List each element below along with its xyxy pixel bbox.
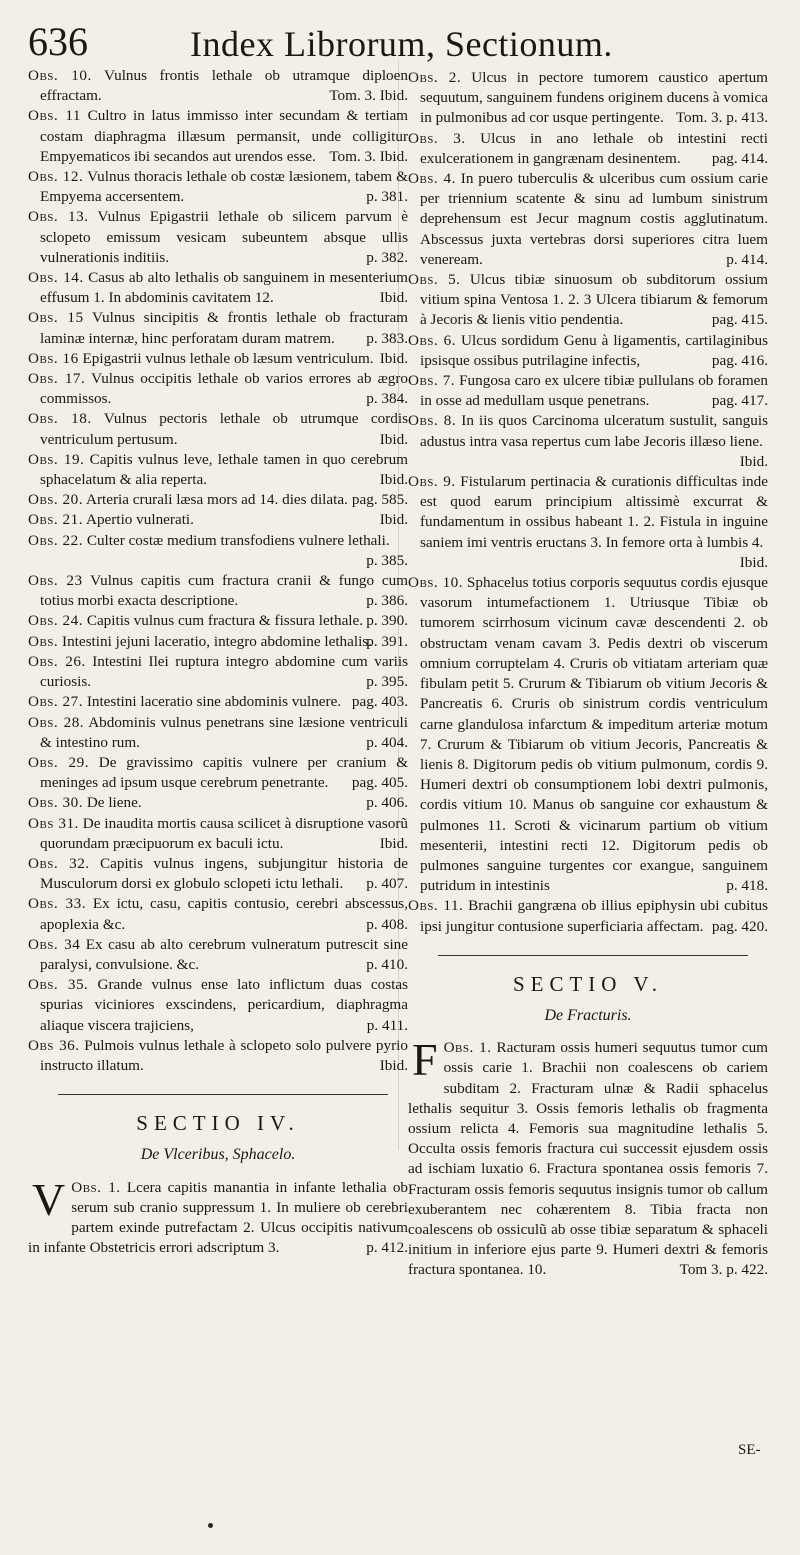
entry-text: Vulnus Epigastrii lethale ob silicem parvum è sclopeto emissum vesicam subeuntem absque ullis vulnerationis inditiis. <box>40 208 408 266</box>
entry-ref: pag. 403. <box>351 693 408 711</box>
entry-text: Vulnus sincipitis & frontis lethale ob fracturam laminæ internæ, hinc perforatam duram matrem. <box>40 309 408 347</box>
entry-ref: p. 381. <box>366 188 408 206</box>
index-entry <box>28 167 408 207</box>
obs-label: Obs. 26. <box>28 652 86 670</box>
entry-text: Fistularum pertinacia & curationis difficultas inde est quod earum principium altissimè excurrat & fundamentum in ossibus habeant 1. 2. Fistula in inguine saniem imi ventris eructans 3. In femore orta à lumbis 4. <box>420 473 768 551</box>
entry-text: Ulcus tibiæ sinuosum ob subditorum ossium vitium spina Ventosa 1. 2. 3 Ulcera tibiarum & femorum à Jecoris & lienis vitio pendentia. <box>420 271 768 329</box>
entry-ref: Ibid. <box>379 1056 408 1074</box>
page-number: 636 <box>28 19 88 64</box>
ink-mark <box>208 1523 213 1528</box>
entry-text: Fungosa caro ex ulcere tibiæ pullulans ob foramen in osse ad medullam usque penetrans. <box>420 372 768 410</box>
section-divider-v <box>438 955 748 956</box>
obs-label: Obs. 18. <box>28 410 92 428</box>
entry-text: Ex casu ab alto cerebrum vulneratum putrescit sine paralysi, convulsione. &c. <box>40 935 409 973</box>
entry-text: Pulmois vulnus lethale à sclopeto solo pulvere pyrio instructo illatum. <box>40 1036 408 1074</box>
obs-label: Obs. 22. <box>28 531 84 549</box>
dropcap: V <box>32 1173 66 1225</box>
index-entry <box>28 207 408 268</box>
section-iv-first-entry <box>28 1173 409 1259</box>
entry-text: Capitis vulnus leve, lethale tamen in quo cerebrum sphacelatum & alia reperta. <box>40 450 408 489</box>
obs-label: Obs. 9. <box>408 473 456 491</box>
index-entry <box>28 753 408 793</box>
entry-text: Ulcus in ano lethale ob intestini recti exulcerationem in gangrænam desinentem. <box>420 129 768 167</box>
entry-ref: Ibid. <box>739 452 768 470</box>
obs-label: Obs. 5. <box>408 271 461 289</box>
entry-ref: Tom. 3. Ibid. <box>329 87 408 105</box>
entry-ref: p. 391. <box>366 632 408 650</box>
obs-label: Obs. 23 <box>28 572 83 590</box>
obs-label: Obs. 24. <box>28 612 84 630</box>
index-entry <box>28 894 408 934</box>
index-entry <box>408 169 768 270</box>
entry-text: De gravissimo capitis vulnere per cranium & meninges ad ipsum usque cerebrum penetrante. <box>40 753 409 792</box>
entry-ref: pag. 405. <box>351 774 408 792</box>
entry-ref: Ibid. <box>379 289 408 307</box>
obs-label: Obs. 1. <box>443 1039 492 1057</box>
section-divider-iv <box>58 1094 388 1095</box>
entry-text: In puero tuberculis & ulceribus cum ossium carie per triennium scatente & sinu ad lumbum sinistrum deprehensum est Jecur magnum costis agglutinatum. Abscessus juxta vertebras dorsi superiores citra luem veneream. <box>420 170 768 268</box>
entry-ref: Ibid. <box>379 471 408 489</box>
dropcap: F <box>412 1034 438 1086</box>
catchword: SE- <box>738 1442 761 1458</box>
obs-label: Obs. 7. <box>408 372 456 390</box>
index-entry <box>28 632 408 652</box>
entry-ref: Ibid. <box>379 349 408 367</box>
entry-text: Arteria crurali læsa mors ad 14. dies dilata. <box>85 491 348 509</box>
entry-ref: p. 386. <box>366 592 408 610</box>
index-entry <box>408 331 768 371</box>
obs-label: Obs. 11. <box>408 897 464 915</box>
entry-ref: p. 385. <box>366 551 408 569</box>
entry-ref: pag. 415. <box>711 311 768 329</box>
obs-label: Obs. 1. <box>71 1178 121 1196</box>
entry-ref: p. 410. <box>366 955 408 973</box>
index-entry <box>28 490 408 510</box>
entry-ref: p. 395. <box>366 673 408 691</box>
entry-text: De inaudita mortis causa scilicet à disruptione vasorũ quorundam præcipuorum ex baculi ictu. <box>40 814 408 852</box>
index-entry <box>28 369 408 409</box>
right-entries <box>408 68 768 937</box>
index-entry <box>28 975 408 1036</box>
obs-label: Obs. 12. <box>28 168 84 186</box>
obs-label: Obs. 28. <box>28 713 85 731</box>
index-entry <box>408 371 768 411</box>
entry-text: Sphacelus totius corporis sequutus cordis ejusque vasorum intumefactionem 1. Utriusque Tibiæ ob tumorem scirrhosum vicinum cavæ descendenti 2. ob obstructam venam cavam 3. Pedis dextri ob viscerum omnium corruptelam 4. Cruris ob vitiatam arteriam quæ fibulam petit 5. Crurum & Tibiarum ob vitium Jecoris & Pancreatis 6. Cruris ob sinistrum cordis ventriculum carne glandulosa infarctum & impeditum arteriæ motum 7. Crurum & Tibiarum ob vitium Jecoris, Pancreatis & lienis 8. Digitorum pedis ob vitium pulmonum, cordis 9. Humeri dextri ob consumptionem lobi dextri pulmonis, cordis vitium 10. Manus ob sanguine cor exhaustum & pulmones 11. Scroti & vicinarum partium ob vitium mesenterii, intestini recti 12. Digitorum pedis ob pulmones sanguine turgentes cor exangue, sanguinem putridum in intestinis <box>420 574 768 895</box>
section-v-first-entry <box>408 1034 768 1280</box>
index-entry <box>28 854 408 894</box>
index-entry <box>28 1036 408 1076</box>
entry-text: Lcera capitis manantia in infante lethalia ob serum sub cranio suppressum 1. In muliere ob cerebri partem exinde putrefactam 2. Ulcus occipitis nativum in infante Obstetricis errori adscriptum 3. <box>28 1178 409 1257</box>
entry-ref: pag. 585. <box>351 491 408 509</box>
index-entry <box>28 652 408 692</box>
entry-text: Intestini laceratio sine abdominis vulnere. <box>86 693 342 711</box>
index-entry <box>28 349 408 369</box>
obs-label: Obs. 11 <box>28 107 81 125</box>
obs-label: Obs. <box>28 632 59 650</box>
index-entry <box>408 270 768 331</box>
obs-label: Obs. 35. <box>28 976 89 994</box>
entry-text: Vulnus capitis cum fractura cranii & fungo cum totius morbi exacta descriptione. <box>40 572 408 610</box>
index-entry <box>408 573 768 896</box>
index-entry <box>28 106 408 167</box>
index-entry <box>408 472 768 573</box>
entry-text: Abdominis vulnus penetrans sine læsione ventriculi & intestino rum. <box>40 713 408 751</box>
obs-label: Obs. 33. <box>28 895 87 913</box>
entry-ref: pag. 417. <box>711 392 768 410</box>
index-entry <box>28 793 408 813</box>
right-column <box>408 68 768 1281</box>
entry-text: De liene. <box>86 794 142 812</box>
entry-text: Capitis vulnus cum fractura & fissura lethale. <box>86 612 364 630</box>
index-entry <box>28 571 408 611</box>
entry-text: Epigastrii vulnus lethale ob læsum ventriculum. <box>82 349 374 367</box>
entry-text: Apertio vulnerati. <box>85 511 194 529</box>
obs-label: Obs. 21. <box>28 511 84 529</box>
entry-ref: p. 382. <box>366 248 408 266</box>
entry-ref: p. 384. <box>366 390 408 408</box>
entry-text: Racturam ossis humeri sequutus tumor cum ossis carie 1. Brachii non coalescens ob cariem subditam 2. Fracturam ulnæ & Radii sphacelus lethalis sequitur 3. Ossis femoris lethalis ob fragmenta ossium relicta 4. Femoris sua magnitudine lethalis 5. Occulta ossis femoris fractura cui successit ejusdem ossis ad ischiam luxatio 6. Fractura spontanea ossis femoris 7. Fracturam ossis femoris sequutus insignis tumor ob callum exuberantem nec cohærentem 8. Tibia fracta non coalescens ob ossiculũ ab osse tibiæ separatum & sphaceli initium in inferiore ejus parte 9. Humeri dextri & femoris fractura spontanea. 10. <box>408 1039 768 1279</box>
entry-ref: Tom 3. p. 422. <box>679 1261 768 1279</box>
entry-text: Ex ictu, casu, capitis contusio, cerebri abscessus, apoplexia &c. <box>40 895 409 933</box>
section-iv-subtitle: De Vlceribus, Sphacelo. <box>140 1146 296 1164</box>
left-column <box>28 66 408 1258</box>
left-entries <box>28 66 408 1076</box>
obs-label: Obs. 10. <box>28 67 92 84</box>
entry-ref: p. 414. <box>726 250 768 268</box>
entry-ref: Tom. 3. p. 413. <box>675 109 768 127</box>
entry-text: Grande vulnus ense lato inflictum duas costas spurias viciniores exscindens, pericardium, diaphragma aliaque viscera trajiciens, <box>40 976 408 1034</box>
entry-text: In iis quos Carcinoma ulceratum sustulit, sanguis adustus intra vasa repertus cum labe Jecoris illæso liene. <box>420 412 768 450</box>
obs-label: Obs. 16 <box>28 349 79 367</box>
obs-label: Obs 31. <box>28 814 79 832</box>
index-entry <box>28 409 408 449</box>
entry-ref: p. 412. <box>366 1239 408 1257</box>
obs-label: Obs. 27. <box>28 693 84 711</box>
entry-ref: Ibid. <box>739 553 768 571</box>
obs-label: Obs. 2. <box>408 69 462 86</box>
obs-label: Obs. 3. <box>408 129 466 147</box>
entry-ref: p. 390. <box>366 612 408 630</box>
entry-text: Intestini jejuni laceratio, integro abdomine lethalis. <box>62 632 373 650</box>
obs-label: Obs. 10. <box>408 574 464 592</box>
obs-label: Obs. 8. <box>408 412 457 430</box>
index-entry <box>28 713 408 753</box>
entry-ref: p. 411. <box>366 1016 408 1034</box>
obs-label: Obs 36. <box>28 1036 80 1054</box>
obs-label: Obs. 32. <box>28 854 90 872</box>
index-entry <box>28 450 408 490</box>
entry-text: Casus ab alto lethalis ob sanguinem in mesenterium effusum 1. In abdominis cavitatem 12. <box>40 269 408 307</box>
entry-ref: p. 407. <box>366 875 408 893</box>
entry-text: Vulnus pectoris lethale ob utrumque cordis ventriculum pertusum. <box>40 410 408 448</box>
index-entry <box>408 411 768 472</box>
entry-ref: pag. 420. <box>711 917 768 935</box>
obs-label: Obs. 6. <box>408 331 457 349</box>
entry-ref: p. 408. <box>366 915 408 933</box>
entry-text: Vulnus occipitis lethale ob varios errores ab ægro commissos. <box>40 370 408 408</box>
entry-text: Intestini Ilei ruptura integro abdomine cum variis curiosis. <box>40 652 408 691</box>
obs-label: Obs. 19. <box>28 450 85 468</box>
obs-label: Obs. 29. <box>28 753 89 771</box>
index-entry <box>408 68 768 129</box>
entry-ref: Ibid. <box>379 511 408 529</box>
index-entry <box>28 510 408 530</box>
obs-label: Obs. 4. <box>408 170 456 188</box>
index-entry <box>28 814 408 854</box>
obs-label: Obs. 17. <box>28 370 86 388</box>
entry-text: Ulcus in pectore tumorem caustico apertum sequutum, sanguinem fundens originem ducens à vomica in pulmonibus ad cor usque pertingente. <box>420 69 768 127</box>
index-entry <box>28 268 408 308</box>
entry-ref: Tom. 3. Ibid. <box>329 147 408 165</box>
index-entry <box>28 531 408 571</box>
obs-label: Obs. 30. <box>28 794 84 812</box>
index-entry <box>408 129 768 169</box>
entry-ref: pag. 414. <box>711 149 768 167</box>
index-entry <box>28 935 408 975</box>
entry-ref: Ibid. <box>379 834 408 852</box>
entry-ref: p. 383. <box>366 329 408 347</box>
entry-text: Ulcus sordidum Genu à ligamentis, cartilaginibus ipsisque ossibus putrilagine infectis, <box>420 331 769 369</box>
page-title: Index Librorum, Sectionum. <box>190 24 613 64</box>
index-entry <box>408 896 768 936</box>
entry-ref: p. 404. <box>366 733 408 751</box>
obs-label: Obs. 15 <box>28 309 84 327</box>
entry-ref: p. 406. <box>366 794 408 812</box>
section-iv-heading: SECTIO IV. <box>136 1111 300 1136</box>
index-entry <box>28 308 408 348</box>
obs-label: Obs. 34 <box>28 935 81 953</box>
entry-text: Cultro in latus immisso inter secundam & tertiam costam diaphragma illæsum permansit, unde colligitur Empyematicos ibi secandos aut urendos esse. <box>40 107 408 165</box>
index-entry <box>28 611 408 631</box>
entry-ref: p. 418. <box>726 877 768 895</box>
entry-text: Capitis vulnus ingens, subjungitur historia de Musculorum dorsi ex globulo sclopeti ictu lethali. <box>40 854 408 893</box>
entry-ref: pag. 416. <box>711 351 768 369</box>
index-entry <box>28 66 408 106</box>
entry-ref: Ibid. <box>379 430 408 448</box>
obs-label: Obs. 20. <box>28 491 84 509</box>
section-v-subtitle: De Fracturis. <box>544 1006 632 1024</box>
entry-text: Brachii gangræna ob illius epiphysin ubi cubitus ipsi jungitur contusione superficiaria affectam. <box>420 897 769 935</box>
obs-label: Obs. 13. <box>28 208 89 226</box>
entry-text: Vulnus thoracis lethale ob costæ læsionem, tabem & Empyema accersentem. <box>40 168 408 206</box>
obs-label: Obs. 14. <box>28 269 84 287</box>
entry-text: Vulnus frontis lethale ob utramque diploen effractam. <box>40 67 408 105</box>
entry-text: Culter costæ medium transfodiens vulnere lethali. <box>86 531 390 549</box>
section-v-heading: SECTIO V. <box>512 971 664 996</box>
index-entry <box>28 692 408 712</box>
